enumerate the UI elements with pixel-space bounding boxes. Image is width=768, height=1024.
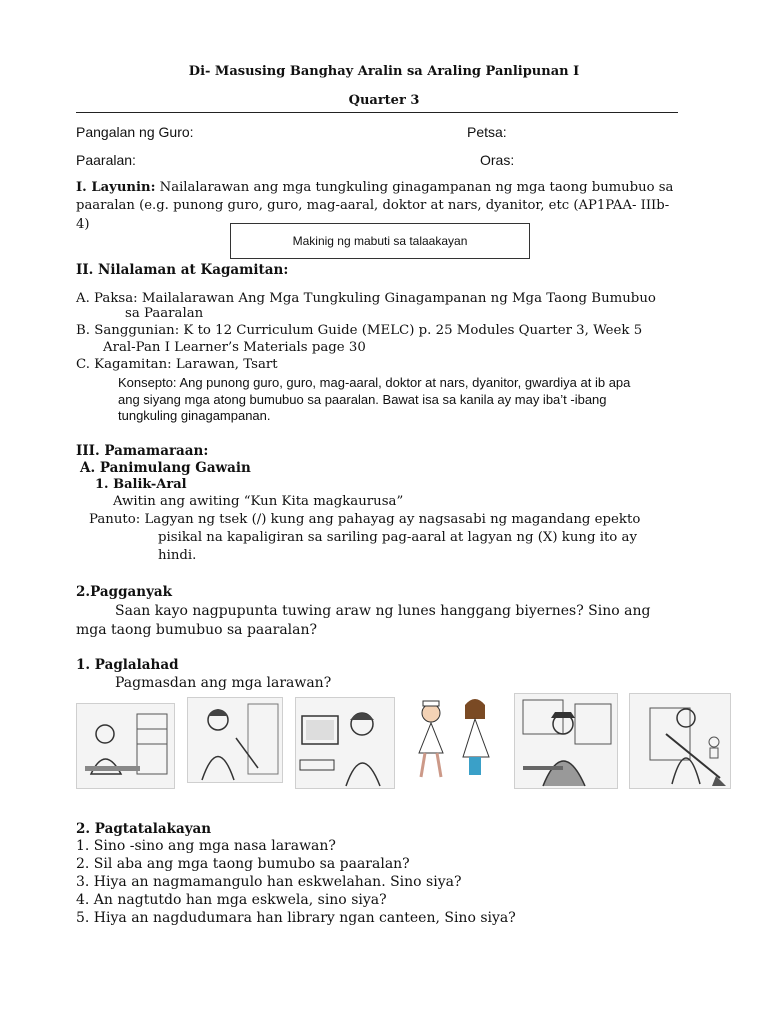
objectives-text1: Nailalarawan ang mga tungkuling ginagampanan ng mga taong bumubuo sa [155, 180, 674, 195]
presentation-instruction: Pagmasdan ang mga larawan? [115, 675, 332, 691]
concept-line1: Konsepto: Ang punong guro, guro, mag-aaral, doktor at nars, dyanitor, gwardiya at ib apa [118, 375, 631, 390]
motivation-line2: mga taong bumubuo sa paaralan? [76, 622, 318, 638]
procedure-sub-a: A. Panimulang Gawain [80, 460, 251, 476]
presentation-heading: 1. Paglalahad [76, 657, 179, 673]
librarian-icon [295, 697, 395, 789]
page-title: Di- Masusing Banghay Aralin sa Araling Panlipunan I [188, 64, 580, 79]
motivation-heading: 2.Pagganyak [76, 584, 173, 600]
procedure-heading: III. Pamamaraan: [76, 443, 209, 459]
principal-icon [76, 703, 175, 789]
reference-line1: B. Sanggunian: K to 12 Curriculum Guide (MELC) p. 25 Modules Quarter 3, Week 5 [76, 323, 643, 338]
concept-line3: tungkuling ginagampanan. [118, 408, 271, 423]
topic-line1: A. Paksa: Mailalarawan Ang Mga Tungkuling Ginagampanan ng Mga Taong Bumubuo [76, 291, 656, 306]
objectives-line3: 4) [76, 217, 90, 232]
nurse-doctor-icon [402, 690, 504, 782]
topic-line2: sa Paaralan [125, 306, 204, 321]
page-subtitle: Quarter 3 [348, 93, 420, 108]
question-2: 2. Sil aba ang mga taong bumubo sa paaralan? [76, 856, 410, 872]
song-line: Awitin ang awiting “Kun Kita magkaurusa” [113, 494, 404, 509]
content-heading: II. Nilalaman at Kagamitan: [76, 262, 289, 278]
note-box-text: Makinig ng mabuti sa talaakayan [292, 234, 468, 248]
question-5: 5. Hiya an nagdudumara han library ngan canteen, Sino siya? [76, 910, 516, 926]
time-label: Oras: [480, 152, 515, 168]
question-1: 1. Sino -sino ang mga nasa larawan? [76, 838, 336, 854]
discussion-heading: 2. Pagtatalakayan [76, 821, 212, 837]
date-label: Petsa: [467, 124, 507, 140]
instruction-line3: hindi. [158, 548, 197, 563]
motivation-line1: Saan kayo nagpupunta tuwing araw ng lunes hanggang biyernes? Sino ang [115, 603, 651, 619]
objectives-heading: I. Layunin: [76, 180, 156, 195]
question-4: 4. An nagtutdo han mga eskwela, sino siya? [76, 892, 387, 908]
concept-line2: ang siyang mga atong bumubuo sa paaralan. Bawat isa sa kanila ay may iba’t -ibang [118, 392, 607, 407]
instruction-line1: Panuto: Lagyan ng tsek (/) kung ang pahayag ay nagsasabi ng magandang epekto [89, 512, 641, 527]
objectives-line1 [76, 180, 673, 195]
materials-line: C. Kagamitan: Larawan, Tsart [76, 357, 278, 372]
janitor-icon [629, 693, 731, 789]
objectives-line2: paaralan (e.g. punong guro, guro, mag-aaral, doktor at nars, dyanitor, etc (AP1PAA- IIIb- [76, 198, 670, 213]
instruction-line2: pisikal na kapaligiran sa sariling pag-aaral at lagyan ng (X) kung ito ay [158, 530, 637, 545]
teacher-icon [187, 697, 283, 783]
note-box [230, 223, 530, 259]
teacher-label: Pangalan ng Guro: [76, 124, 194, 140]
header-divider [76, 112, 678, 113]
review-heading: 1. Balik-Aral [95, 477, 187, 492]
school-label: Paaralan: [76, 152, 136, 168]
reference-line2: Aral-Pan I Learner’s Materials page 30 [103, 340, 366, 355]
question-3: 3. Hiya an nagmamangulo han eskwelahan. Sino siya? [76, 874, 462, 890]
guard-icon [514, 693, 618, 789]
